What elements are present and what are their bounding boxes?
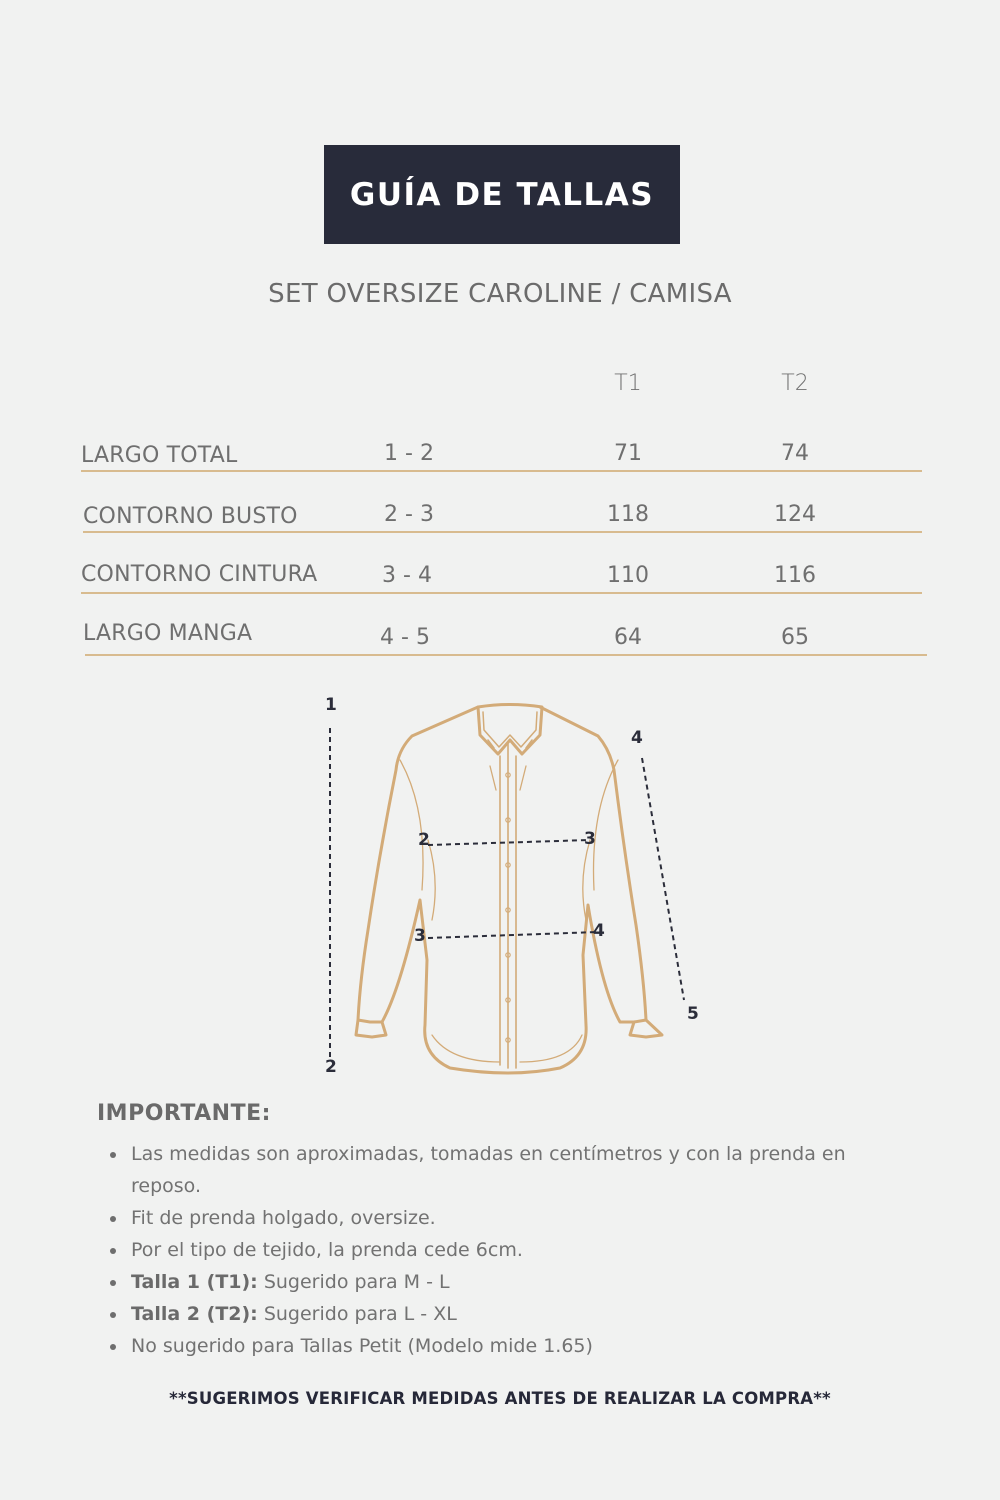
list-item: Las medidas son aproximadas, tomadas en centímetros y con la prenda en reposo. [131, 1138, 921, 1202]
page-title: GUÍA DE TALLAS [324, 145, 680, 244]
list-item: Talla 1 (T1): Sugerido para M - L [131, 1266, 921, 1298]
row-label-largo-manga: LARGO MANGA [83, 621, 253, 646]
row-label-contorno-busto: CONTORNO BUSTO [83, 504, 298, 529]
footer-warning: **SUGERIMOS VERIFICAR MEDIDAS ANTES DE REALIZAR LA COMPRA** [169, 1389, 831, 1408]
row-value-t1: 110 [607, 563, 649, 588]
row-points: 4 - 5 [380, 625, 430, 650]
row-divider [81, 470, 922, 472]
shirt-illustration [300, 690, 720, 1090]
column-header-t2: T2 [781, 371, 809, 396]
notes-heading: IMPORTANTE: [97, 1101, 271, 1126]
row-value-t2: 65 [781, 625, 809, 650]
row-value-t2: 124 [774, 502, 816, 527]
row-points: 3 - 4 [382, 563, 432, 588]
measure-point-4: 4 [631, 728, 643, 748]
row-divider [83, 531, 922, 533]
notes-list [131, 1138, 921, 1362]
row-value-t2: 116 [774, 563, 816, 588]
measure-point-3: 3 [584, 829, 596, 849]
measure-point-3: 3 [414, 926, 426, 946]
row-label-contorno-cintura: CONTORNO CINTURA [81, 562, 318, 587]
row-value-t1: 64 [614, 625, 642, 650]
measure-point-2: 2 [325, 1057, 337, 1077]
list-item: Por el tipo de tejido, la prenda cede 6cm. [131, 1234, 921, 1266]
list-item: No sugerido para Tallas Petit (Modelo mide 1.65) [131, 1330, 921, 1362]
row-points: 1 - 2 [384, 441, 434, 466]
product-subtitle: SET OVERSIZE CAROLINE / CAMISA [268, 279, 732, 309]
row-divider [85, 654, 927, 656]
measure-point-5: 5 [687, 1004, 699, 1024]
row-value-t1: 71 [614, 441, 642, 466]
list-item: Fit de prenda holgado, oversize. [131, 1202, 921, 1234]
shirt-diagram [300, 690, 720, 1095]
row-divider [81, 592, 922, 594]
list-item: Talla 2 (T2): Sugerido para L - XL [131, 1298, 921, 1330]
measure-point-1: 1 [325, 695, 337, 715]
measure-point-4: 4 [593, 921, 605, 941]
column-header-t1: T1 [614, 371, 642, 396]
row-value-t1: 118 [607, 502, 649, 527]
row-value-t2: 74 [781, 441, 809, 466]
measure-point-2: 2 [418, 830, 430, 850]
row-label-largo-total: LARGO TOTAL [81, 443, 238, 468]
row-points: 2 - 3 [384, 502, 434, 527]
